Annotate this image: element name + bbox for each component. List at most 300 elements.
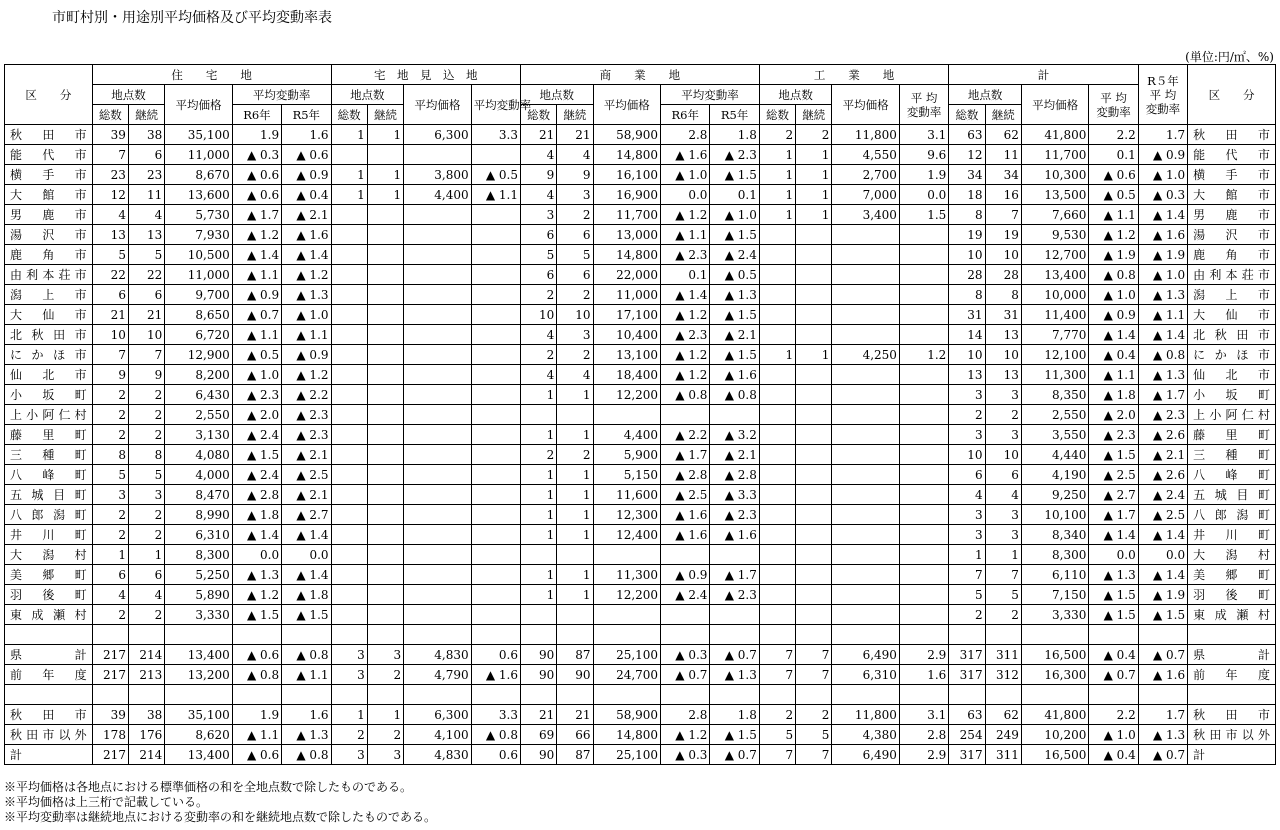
table-cell: 16,300	[1021, 665, 1089, 685]
row-name: 大仙市	[5, 305, 93, 325]
table-cell: 4,000	[165, 465, 233, 485]
table-cell: 3	[985, 525, 1021, 545]
table-cell: 1	[557, 485, 593, 505]
table-cell: ▲ 1.2	[1089, 225, 1138, 245]
table-cell	[899, 305, 948, 325]
table-cell: ▲ 0.7	[710, 645, 759, 665]
table-cell	[331, 405, 367, 425]
row-name: 五城目町	[5, 485, 93, 505]
table-cell	[471, 365, 520, 385]
header-chitensu: 地点数	[331, 85, 404, 105]
header-soukazu: 総数	[92, 105, 128, 125]
table-cell	[331, 505, 367, 525]
table-cell: 1	[949, 545, 985, 565]
spacer-row	[5, 625, 1276, 645]
table-cell	[759, 265, 795, 285]
table-cell	[899, 525, 948, 545]
table-cell	[404, 525, 472, 545]
table-cell: 4,080	[165, 445, 233, 465]
table-cell	[710, 545, 759, 565]
table-cell: ▲ 1.4	[232, 525, 281, 545]
table-cell	[367, 345, 403, 365]
table-cell: 1	[759, 205, 795, 225]
table-cell: 21	[128, 305, 164, 325]
table-row	[5, 525, 1276, 545]
table-row	[5, 385, 1276, 405]
table-cell: ▲ 1.0	[1089, 285, 1138, 305]
table-cell	[367, 325, 403, 345]
table-row	[5, 185, 1276, 205]
table-cell: ▲ 0.7	[232, 305, 281, 325]
table-cell	[367, 505, 403, 525]
table-cell: ▲ 2.3	[661, 325, 710, 345]
table-cell: 12,200	[593, 585, 661, 605]
row-name-right: 五城目町	[1188, 485, 1276, 505]
table-cell: 5	[759, 725, 795, 745]
table-cell: 2	[985, 405, 1021, 425]
table-cell: ▲ 0.8	[1089, 265, 1138, 285]
table-cell: 6,300	[404, 705, 472, 725]
table-cell	[404, 565, 472, 585]
table-cell	[367, 445, 403, 465]
table-cell: ▲ 0.7	[710, 745, 759, 765]
table-cell: ▲ 1.3	[232, 565, 281, 585]
table-cell: 1.6	[282, 705, 331, 725]
table-cell: 2,550	[165, 405, 233, 425]
table-cell: ▲ 1.4	[1089, 525, 1138, 545]
table-cell: 3	[985, 505, 1021, 525]
table-cell: 1.9	[232, 125, 281, 145]
row-name-right: 美郷町	[1188, 565, 1276, 585]
table-cell: 8,620	[165, 725, 233, 745]
table-cell: 16,100	[593, 165, 661, 185]
table-cell: ▲ 2.3	[710, 145, 759, 165]
table-cell: 6	[557, 265, 593, 285]
table-cell	[471, 305, 520, 325]
table-cell: 317	[949, 665, 985, 685]
table-cell: ▲ 1.9	[1138, 585, 1187, 605]
table-cell	[796, 445, 832, 465]
table-cell: 9	[92, 365, 128, 385]
table-cell: ▲ 1.6	[282, 225, 331, 245]
table-cell	[796, 585, 832, 605]
table-cell: 1	[331, 705, 367, 725]
table-cell	[557, 545, 593, 565]
header-r6: R6年	[232, 105, 281, 125]
table-cell	[832, 365, 900, 385]
table-cell: 4	[92, 585, 128, 605]
table-cell: 87	[557, 745, 593, 765]
row-name: 大潟村	[5, 545, 93, 565]
table-row	[5, 645, 1276, 665]
table-cell	[899, 245, 948, 265]
table-cell: ▲ 2.3	[282, 405, 331, 425]
table-cell	[796, 545, 832, 565]
table-cell: 2.9	[899, 745, 948, 765]
table-cell: 8	[949, 285, 985, 305]
table-cell: 0.6	[471, 745, 520, 765]
table-row	[5, 325, 1276, 345]
empty-cell	[471, 625, 520, 645]
table-cell: 10	[128, 325, 164, 345]
table-cell	[367, 465, 403, 485]
table-cell: ▲ 0.3	[661, 645, 710, 665]
table-cell: 5	[557, 245, 593, 265]
row-name-right: 県計	[1188, 645, 1276, 665]
header-hendo: 平 均 変動率	[1089, 85, 1138, 125]
table-cell: 9,250	[1021, 485, 1089, 505]
table-cell: ▲ 2.4	[232, 425, 281, 445]
table-cell	[759, 525, 795, 545]
table-cell: 5	[796, 725, 832, 745]
table-cell: ▲ 1.3	[282, 725, 331, 745]
table-cell: 2	[128, 505, 164, 525]
table-cell: ▲ 2.1	[710, 445, 759, 465]
table-cell	[367, 425, 403, 445]
table-cell: 2	[367, 665, 403, 685]
table-cell: 10	[985, 445, 1021, 465]
table-cell: 217	[92, 665, 128, 685]
table-cell: 14,800	[593, 725, 661, 745]
table-cell: 5	[985, 585, 1021, 605]
table-cell: 6	[520, 265, 556, 285]
table-cell	[331, 425, 367, 445]
table-cell	[832, 605, 900, 625]
table-cell	[471, 405, 520, 425]
table-cell: 1	[796, 205, 832, 225]
table-cell: 2,550	[1021, 405, 1089, 425]
table-cell: 11,000	[165, 145, 233, 165]
header-soukazu: 総数	[759, 105, 795, 125]
table-cell: 35,100	[165, 125, 233, 145]
table-cell	[899, 445, 948, 465]
table-cell: ▲ 1.6	[661, 525, 710, 545]
empty-cell	[128, 685, 164, 705]
table-cell	[367, 285, 403, 305]
table-cell	[404, 605, 472, 625]
table-cell: 21	[557, 125, 593, 145]
table-cell: 31	[949, 305, 985, 325]
table-cell: 6	[985, 465, 1021, 485]
table-cell: 13,400	[165, 745, 233, 765]
table-cell: ▲ 0.4	[282, 185, 331, 205]
table-cell: 1	[759, 345, 795, 365]
table-cell	[367, 385, 403, 405]
footnote: ※平均価格は各地点における標準価格の和を全地点数で除したものである。	[4, 780, 413, 794]
table-cell: 13,200	[165, 665, 233, 685]
table-cell: ▲ 1.6	[661, 145, 710, 165]
row-name: 井川町	[5, 525, 93, 545]
table-cell: ▲ 1.1	[282, 665, 331, 685]
header-heikin: 平均価格	[593, 85, 661, 125]
table-cell: 28	[985, 265, 1021, 285]
table-cell: ▲ 1.5	[710, 345, 759, 365]
table-cell	[796, 425, 832, 445]
table-cell: 7,660	[1021, 205, 1089, 225]
table-cell: 0.0	[1138, 545, 1187, 565]
table-cell: 10	[520, 305, 556, 325]
table-cell: ▲ 2.3	[1138, 405, 1187, 425]
table-cell: ▲ 2.1	[282, 445, 331, 465]
table-cell	[367, 225, 403, 245]
table-cell: 2	[92, 385, 128, 405]
table-cell: 1	[759, 145, 795, 165]
table-cell: 4,440	[1021, 445, 1089, 465]
table-cell: ▲ 0.8	[471, 725, 520, 745]
table-cell: 2.9	[899, 645, 948, 665]
table-row	[5, 145, 1276, 165]
table-cell: 16,900	[593, 185, 661, 205]
table-cell	[404, 465, 472, 485]
row-name-right: 秋田市	[1188, 705, 1276, 725]
table-cell: 5,730	[165, 205, 233, 225]
table-cell: 10,500	[165, 245, 233, 265]
row-name-right: 大仙市	[1188, 305, 1276, 325]
table-cell	[471, 565, 520, 585]
table-cell: ▲ 2.8	[661, 465, 710, 485]
table-cell	[520, 605, 556, 625]
table-cell: 8,650	[165, 305, 233, 325]
table-cell: 6	[92, 285, 128, 305]
table-cell: ▲ 0.9	[232, 285, 281, 305]
empty-cell	[331, 685, 367, 705]
table-cell: ▲ 1.7	[1089, 505, 1138, 525]
table-cell	[471, 485, 520, 505]
empty-cell	[404, 685, 472, 705]
table-cell: 4	[557, 145, 593, 165]
table-cell: 6,110	[1021, 565, 1089, 585]
table-cell	[832, 445, 900, 465]
table-row	[5, 225, 1276, 245]
table-row	[5, 485, 1276, 505]
table-cell: 2.8	[661, 125, 710, 145]
table-row	[5, 285, 1276, 305]
table-cell: 41,800	[1021, 125, 1089, 145]
table-cell	[832, 425, 900, 445]
table-cell: 1	[557, 425, 593, 445]
empty-cell	[985, 685, 1021, 705]
table-cell	[759, 325, 795, 345]
table-cell: 1	[367, 165, 403, 185]
table-cell: ▲ 1.5	[232, 445, 281, 465]
table-cell: ▲ 2.1	[282, 485, 331, 505]
table-cell	[796, 505, 832, 525]
table-cell: 19	[985, 225, 1021, 245]
table-cell: ▲ 0.6	[232, 185, 281, 205]
table-row	[5, 505, 1276, 525]
table-cell	[899, 485, 948, 505]
table-cell: ▲ 2.7	[1089, 485, 1138, 505]
table-cell	[759, 305, 795, 325]
header-r6: R6年	[661, 105, 710, 125]
table-cell: ▲ 2.1	[282, 205, 331, 225]
row-name: 由利本荘市	[5, 265, 93, 285]
table-row	[5, 445, 1276, 465]
table-cell: 21	[557, 705, 593, 725]
table-cell	[367, 265, 403, 285]
table-cell: ▲ 1.0	[661, 165, 710, 185]
table-cell: 3	[331, 745, 367, 765]
table-cell: 2	[92, 505, 128, 525]
table-cell: 2	[557, 285, 593, 305]
table-cell: 5,890	[165, 585, 233, 605]
table-cell	[404, 505, 472, 525]
table-cell: ▲ 1.1	[282, 325, 331, 345]
table-cell: 2	[557, 205, 593, 225]
table-cell: 0.0	[232, 545, 281, 565]
table-cell: 9	[520, 165, 556, 185]
table-cell: 10,200	[1021, 725, 1089, 745]
table-cell: 0.1	[661, 265, 710, 285]
table-cell: 12,900	[165, 345, 233, 365]
table-cell	[832, 505, 900, 525]
table-row	[5, 705, 1276, 725]
table-cell: 8,200	[165, 365, 233, 385]
table-cell: 34	[949, 165, 985, 185]
header-r5: R5年	[282, 105, 331, 125]
table-cell: 7,000	[832, 185, 900, 205]
table-cell	[899, 465, 948, 485]
table-cell	[759, 565, 795, 585]
table-cell: 2	[128, 605, 164, 625]
table-cell: ▲ 1.5	[1089, 445, 1138, 465]
table-cell: 312	[985, 665, 1021, 685]
table-cell: ▲ 0.9	[1138, 145, 1187, 165]
table-cell: 1.5	[899, 205, 948, 225]
table-cell: ▲ 1.0	[232, 365, 281, 385]
table-cell: 11,800	[832, 705, 900, 725]
table-cell: 2.8	[899, 725, 948, 745]
table-cell	[404, 425, 472, 445]
table-cell: 4	[520, 145, 556, 165]
header-keizoku: 継続	[796, 105, 832, 125]
table-cell: 0.0	[661, 185, 710, 205]
table-cell: ▲ 0.6	[282, 145, 331, 165]
table-cell: ▲ 1.1	[232, 325, 281, 345]
table-cell: ▲ 1.8	[232, 505, 281, 525]
table-cell: ▲ 1.5	[710, 165, 759, 185]
table-cell: 1	[520, 565, 556, 585]
row-name: 秋田市	[5, 705, 93, 725]
table-cell: ▲ 2.3	[1089, 425, 1138, 445]
empty-cell	[1021, 625, 1089, 645]
header-hendo: 平均変動率	[232, 85, 331, 105]
table-cell: 13	[949, 365, 985, 385]
table-cell: 90	[520, 665, 556, 685]
table-cell: ▲ 1.2	[282, 365, 331, 385]
table-cell	[404, 405, 472, 425]
table-cell: ▲ 0.8	[661, 385, 710, 405]
table-cell: 25,100	[593, 645, 661, 665]
table-cell	[796, 465, 832, 485]
table-cell: 4,190	[1021, 465, 1089, 485]
table-cell: ▲ 1.3	[1138, 285, 1187, 305]
table-cell: ▲ 1.2	[661, 205, 710, 225]
table-cell	[471, 265, 520, 285]
table-cell: 13	[985, 365, 1021, 385]
empty-cell	[1188, 685, 1276, 705]
table-cell: 1	[92, 545, 128, 565]
table-cell: 90	[520, 645, 556, 665]
row-name-right: 潟上市	[1188, 285, 1276, 305]
row-name: 上小阿仁村	[5, 405, 93, 425]
table-cell	[796, 605, 832, 625]
row-name-right: 仙北市	[1188, 365, 1276, 385]
table-cell	[796, 265, 832, 285]
table-cell	[899, 565, 948, 585]
table-cell	[331, 225, 367, 245]
table-cell: 13,500	[1021, 185, 1089, 205]
table-cell: 62	[985, 125, 1021, 145]
table-cell: ▲ 1.0	[282, 305, 331, 325]
table-cell	[832, 485, 900, 505]
row-name: 三種町	[5, 445, 93, 465]
table-cell: 1	[520, 505, 556, 525]
empty-cell	[5, 625, 93, 645]
table-cell	[331, 305, 367, 325]
empty-cell	[1089, 625, 1138, 645]
table-cell	[331, 525, 367, 545]
table-cell: 1	[557, 465, 593, 485]
table-cell: ▲ 2.2	[661, 425, 710, 445]
table-cell: 4	[128, 205, 164, 225]
table-cell: ▲ 1.4	[1138, 565, 1187, 585]
table-cell: 31	[985, 305, 1021, 325]
table-cell: 1	[520, 585, 556, 605]
header-soukazu: 総数	[520, 105, 556, 125]
header-kogyo: 工 業 地	[759, 65, 948, 85]
table-cell: ▲ 1.1	[1089, 365, 1138, 385]
table-cell: ▲ 2.8	[232, 485, 281, 505]
empty-cell	[92, 685, 128, 705]
row-name-right: 大潟村	[1188, 545, 1276, 565]
table-cell: 1.7	[1138, 125, 1187, 145]
row-name: 藤里町	[5, 425, 93, 445]
table-cell: 22	[128, 265, 164, 285]
table-cell	[404, 345, 472, 365]
table-cell: 8,990	[165, 505, 233, 525]
table-row	[5, 265, 1276, 285]
table-cell	[331, 325, 367, 345]
table-cell: 6,310	[832, 665, 900, 685]
footnote: ※平均価格は上三桁で記載している。	[4, 795, 209, 809]
header-chitensu: 地点数	[759, 85, 832, 105]
table-cell: 7	[759, 745, 795, 765]
table-cell	[331, 485, 367, 505]
empty-cell	[710, 685, 759, 705]
table-cell: 4,250	[832, 345, 900, 365]
table-cell	[331, 365, 367, 385]
table-cell	[471, 345, 520, 365]
table-cell: 5	[92, 245, 128, 265]
table-cell: 1	[367, 125, 403, 145]
table-cell	[404, 205, 472, 225]
table-cell: ▲ 1.7	[1138, 385, 1187, 405]
table-cell: 2	[796, 125, 832, 145]
table-cell: 17,100	[593, 305, 661, 325]
table-cell: ▲ 2.5	[282, 465, 331, 485]
row-name: 潟上市	[5, 285, 93, 305]
table-cell: 2	[759, 705, 795, 725]
table-cell: 1.6	[899, 665, 948, 685]
table-cell: 11,400	[1021, 305, 1089, 325]
table-cell: 4	[520, 185, 556, 205]
row-name: 羽後町	[5, 585, 93, 605]
table-cell: 7	[796, 665, 832, 685]
table-cell	[759, 385, 795, 405]
footnote: ※平均変動率は継続地点における変動率の和を継続地点数で除したものである。	[4, 810, 437, 824]
table-cell: 90	[557, 665, 593, 685]
